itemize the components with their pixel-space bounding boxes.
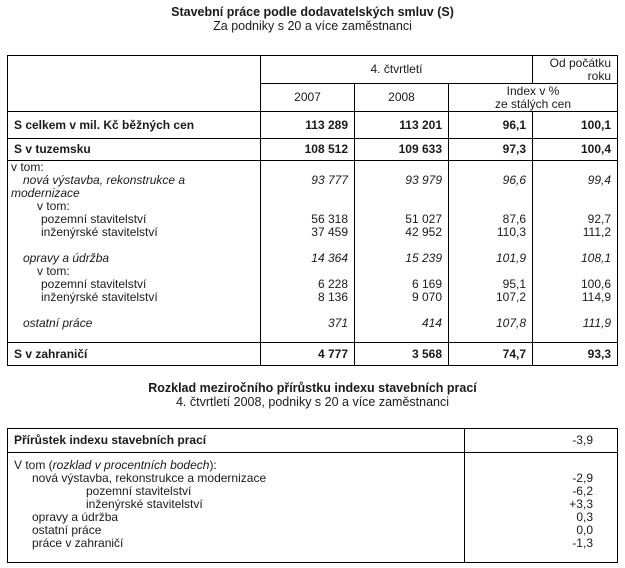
table2-title: Rozklad meziročního přírůstku indexu stavebních prací (148, 381, 477, 395)
repair-building-label: pozemní stavitelství (41, 277, 147, 291)
total-label: S celkem v mil. Kč běžných cen (8, 112, 261, 139)
decomp-value: +3,3 (569, 497, 593, 511)
new-construction-label: nová výstavba, rekonstrukce a (23, 173, 186, 187)
row-total (8, 112, 618, 139)
decomp-labels (8, 453, 465, 563)
decomp-label-new: nová výstavba, rekonstrukce a modernizace (32, 471, 267, 485)
decomp-value: -1,3 (572, 536, 593, 550)
domestic-2008: 109 633 (355, 139, 449, 161)
new-civil-label: inženýrské stavitelství (41, 225, 158, 239)
abroad-2008: 3 568 (355, 343, 449, 366)
decomp-label-new-building: pozemní stavitelství (86, 484, 192, 498)
breakdown-2007: 93 777 56 318 37 459 14 364 6 228 8 136 371 (261, 161, 355, 343)
row-domestic (8, 139, 618, 161)
index-decomposition-table (7, 428, 618, 563)
repair-civil-label: inženýrské stavitelství (41, 290, 158, 304)
decomp-intro: V tom (rozklad v procentních bodech): (14, 458, 217, 472)
header-row-1 (8, 56, 618, 84)
decomp-value: 0,3 (576, 510, 593, 524)
domestic-index: 97,3 (449, 139, 533, 161)
table2-subtitle: 4. čtvrtletí 2008, podniky s 20 a více zaměstnanci (175, 395, 450, 409)
decomp-head-label: Přírůstek indexu stavebních prací (8, 429, 465, 453)
domestic-ytd: 100,4 (533, 139, 618, 161)
other-label: ostatní práce (23, 316, 93, 330)
header-2008: 2008 (355, 84, 449, 112)
decomp-label-new-civil: inženýrské stavitelství (86, 497, 203, 511)
breakdown-2008: 93 979 51 027 42 952 15 239 6 169 9 070 414 (355, 161, 449, 343)
table2-heading (0, 381, 625, 409)
decomp-body-row (8, 453, 618, 563)
domestic-2007: 108 512 (261, 139, 355, 161)
total-index: 96,1 (449, 112, 533, 139)
repair-label: opravy a údržba (23, 251, 110, 265)
table1-heading (0, 5, 625, 33)
table1-subtitle: Za podniky s 20 a více zaměstnanci (213, 19, 412, 33)
header-blank-cell (8, 56, 261, 112)
abroad-ytd: 93,3 (533, 343, 618, 366)
decomp-value: -2,9 (572, 471, 593, 485)
abroad-2007: 4 777 (261, 343, 355, 366)
decomp-label-repair: opravy a údržba (32, 510, 119, 524)
abroad-label: S v zahraničí (8, 343, 261, 366)
new-building-label: pozemní stavitelství (41, 212, 147, 226)
header-2007: 2007 (261, 84, 355, 112)
breakdown-index: 96,6 87,6 110,3 101,9 95,1 107,2 107,8 (449, 161, 533, 343)
table1-title: Stavební práce podle dodavatelských smluv (S) (171, 5, 454, 19)
decomp-value: 0,0 (576, 523, 593, 537)
header-index: Index v % ze stálých cen (449, 84, 618, 112)
decomp-label-abroad: práce v zahraničí (32, 536, 124, 550)
row-breakdown (8, 161, 618, 343)
abroad-index: 74,7 (449, 343, 533, 366)
total-ytd: 100,1 (533, 112, 618, 139)
header-ytd: Od počátku roku (533, 56, 618, 84)
construction-work-table (7, 55, 618, 366)
decomp-head-row (8, 429, 618, 453)
breakdown-labels: v tom: nová výstavba, rekonstrukce a modernizace v tom: pozemní stavitelství inženýrské stavitelství opravy a údržba v tom: pozemní stavitelství inženýrské stavitelství ostatní práce (8, 161, 261, 343)
decomp-value: -6,2 (572, 484, 593, 498)
breakdown-ytd: 99,4 92,7 111,2 108,1 100,6 114,9 111,9 (533, 161, 618, 343)
header-quarter: 4. čtvrtletí (261, 56, 533, 84)
domestic-label: S v tuzemsku (8, 139, 261, 161)
total-2007: 113 289 (261, 112, 355, 139)
decomp-head-value: -3,9 (465, 429, 618, 453)
decomp-label-other: ostatní práce (32, 523, 102, 537)
row-abroad (8, 343, 618, 366)
decomp-values (465, 453, 618, 563)
total-2008: 113 201 (355, 112, 449, 139)
